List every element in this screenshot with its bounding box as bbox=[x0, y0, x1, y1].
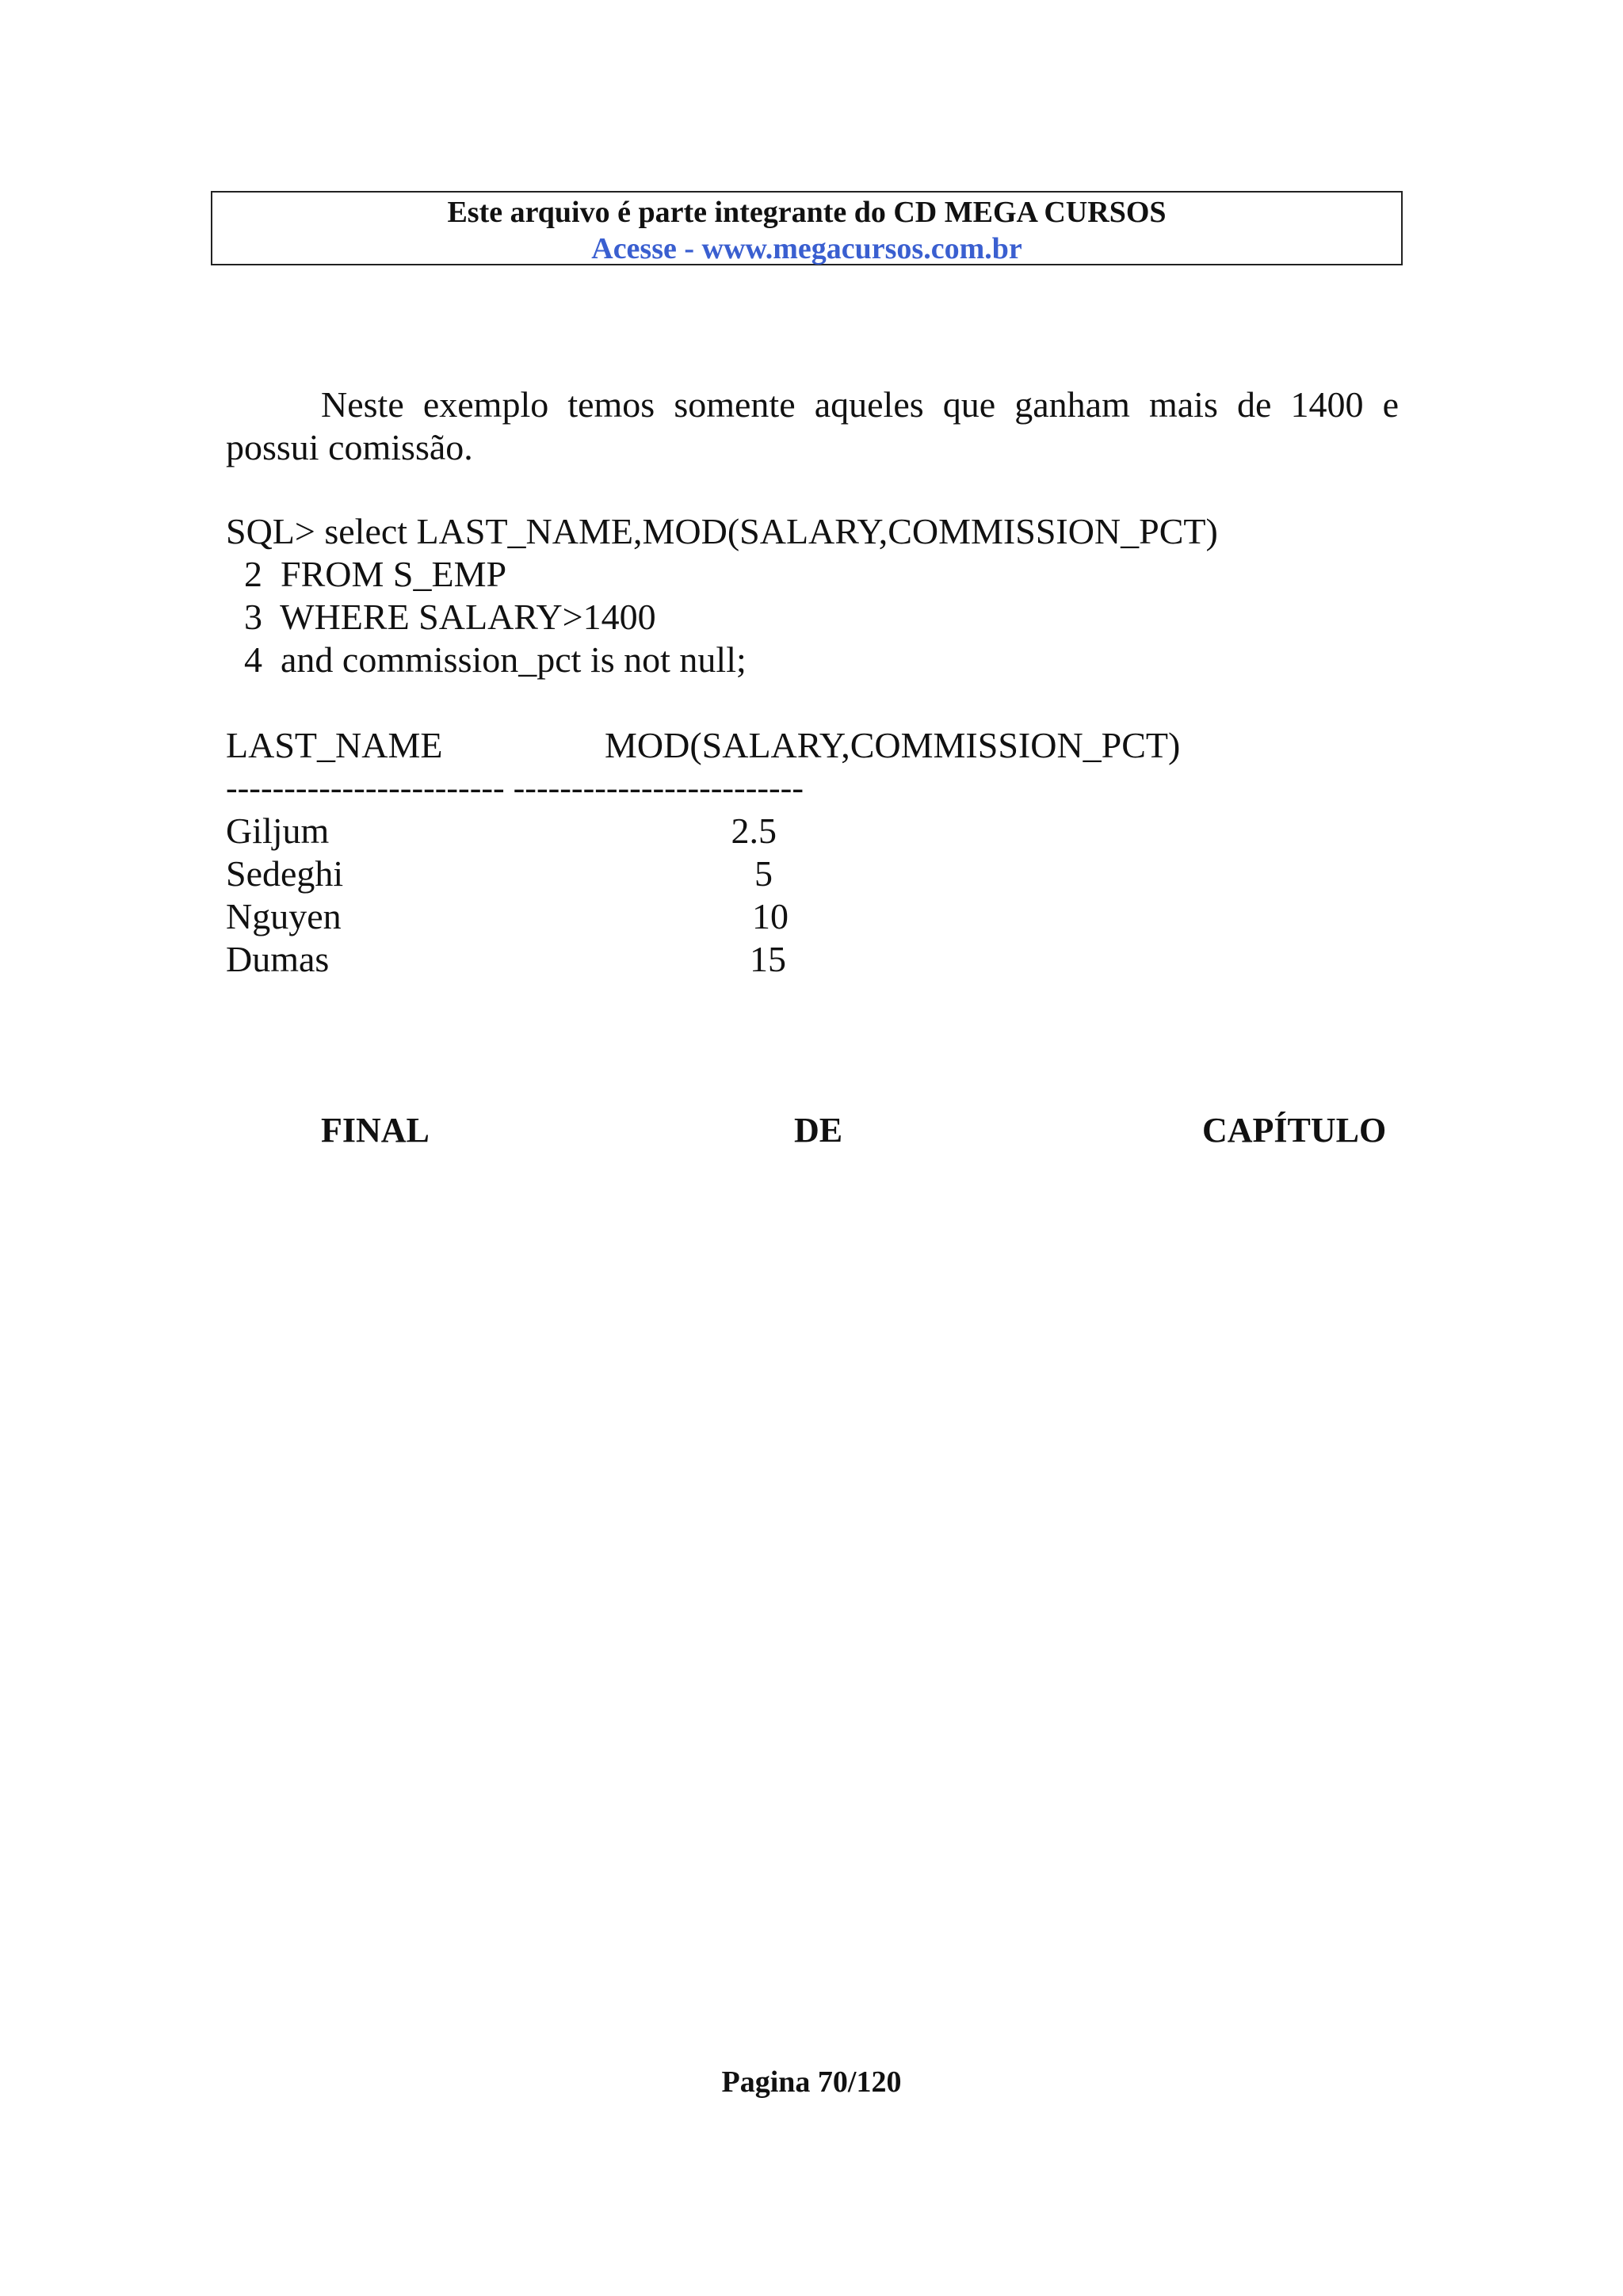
header-title: Este arquivo é parte integrante do CD MEGA CURSOS bbox=[447, 196, 1167, 229]
result-row-name: Dumas bbox=[226, 939, 330, 979]
chapter-end-word-capitulo: CAPÍTULO bbox=[1202, 1111, 1387, 1150]
result-row-value: 5 bbox=[754, 853, 773, 894]
sql-line-2: 2 FROM S_EMP bbox=[226, 554, 507, 594]
sql-line-1: SQL> select LAST_NAME,MOD(SALARY,COMMISSION_PCT) bbox=[226, 511, 1218, 551]
result-row-name: Sedeghi bbox=[226, 853, 344, 894]
result-header-last-name: LAST_NAME bbox=[226, 725, 443, 765]
result-row-value: 2.5 bbox=[731, 810, 777, 851]
result-separator: ------------------------ ------------------------- bbox=[226, 769, 804, 807]
sql-line-3: 3 WHERE SALARY>1400 bbox=[226, 597, 656, 637]
result-row-value: 10 bbox=[752, 896, 789, 936]
result-row-name: Nguyen bbox=[226, 896, 342, 936]
intro-paragraph: Neste exemplo temos somente aqueles que ganham mais de 1400 e possui comissão. bbox=[226, 384, 1399, 467]
chapter-end-word-final: FINAL bbox=[321, 1111, 430, 1150]
header-website-link[interactable]: Acesse - www.megacursos.com.br bbox=[591, 232, 1022, 265]
chapter-end-word-de: DE bbox=[794, 1111, 843, 1150]
result-row-name: Giljum bbox=[226, 810, 330, 851]
page-number: Pagina 70/120 bbox=[721, 2065, 902, 2099]
sql-line-4: 4 and commission_pct is not null; bbox=[226, 639, 747, 680]
result-row-value: 15 bbox=[750, 939, 786, 979]
header-banner bbox=[211, 191, 1403, 265]
result-header-mod: MOD(SALARY,COMMISSION_PCT) bbox=[605, 725, 1181, 765]
